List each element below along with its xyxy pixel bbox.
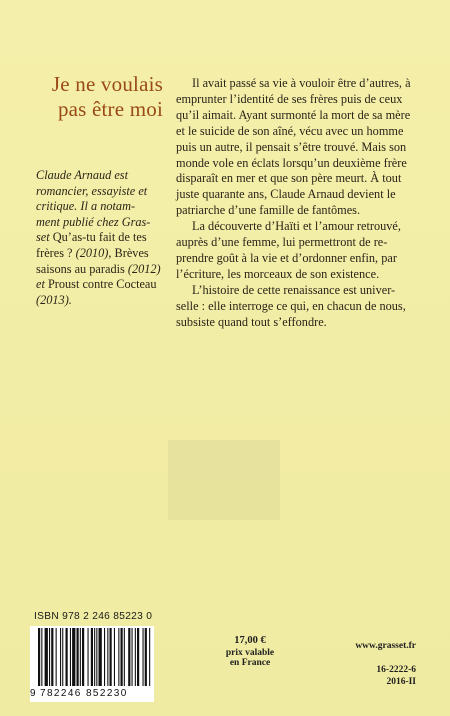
barcode-bar — [114, 628, 115, 686]
bio-line-7: saisons au paradis (2012) — [36, 261, 161, 276]
barcode-bar — [94, 628, 95, 686]
isbn-label: ISBN 978 2 246 85223 0 — [34, 611, 153, 622]
summary-line-5: puis un autre, il pensait s’être trouvé. Mais son — [176, 139, 407, 154]
price-amount: 17,00 € — [234, 635, 266, 646]
bio-line-9: (2013). — [36, 292, 72, 307]
barcode-bar — [62, 628, 63, 686]
book-summary — [176, 76, 412, 331]
barcode-bar — [121, 628, 123, 686]
summary-line-10: La découverte d’Haïti et l’amour retrouvé, — [192, 219, 401, 234]
barcode-bar — [107, 628, 108, 686]
publisher-code: 16-2222-6 — [376, 665, 416, 675]
title-line-1: Je ne voulais — [51, 72, 163, 96]
barcode-bar — [132, 628, 133, 686]
barcode-bar — [118, 628, 119, 686]
barcode-bar — [41, 628, 42, 686]
barcode-bar — [91, 628, 93, 686]
barcode-bar — [77, 628, 79, 686]
bio-line-5: set Qu’as-tu fait de tes — [36, 230, 147, 245]
barcode-bar — [124, 628, 125, 686]
barcode-bar — [110, 628, 112, 686]
bio-line-1: Claude Arnaud est — [36, 168, 128, 182]
book-title — [52, 72, 163, 122]
bio-line-3: critique. Il a notam- — [36, 199, 136, 214]
summary-line-2: emprunter l’identité de ses frères puis de ceux — [176, 91, 403, 106]
summary-line-11: auprès d’une femme, lui permettront de re- — [176, 235, 388, 250]
barcode-bar — [96, 628, 97, 686]
bio-line-4: ment publié chez Gras- — [36, 214, 151, 229]
barcode-bar — [38, 628, 40, 686]
barcode-bar — [145, 628, 147, 686]
edition-code: 2016-II — [386, 677, 416, 687]
barcode-digits: 782246 852230 — [40, 688, 152, 699]
barcode-bar — [104, 628, 105, 686]
summary-line-6: monde vole en éclats lorsqu’un deuxième frère — [176, 155, 407, 170]
summary-line-8: juste quarante ans, Claude Arnaud devient le — [176, 187, 396, 202]
barcode-bar — [56, 628, 57, 686]
barcode-bar — [60, 628, 61, 686]
barcode-bar — [137, 628, 139, 686]
summary-line-13: l’écriture, les morceaux de son existence. — [176, 266, 380, 281]
barcode-bar — [70, 628, 71, 686]
title-line-2: pas être moi — [57, 97, 163, 121]
barcode-bar — [49, 628, 50, 686]
barcode-bar — [128, 628, 130, 686]
price-valid-line-2: en France — [229, 658, 271, 668]
barcode-bar — [51, 628, 53, 686]
faint-background-image — [168, 440, 280, 520]
publisher-website: www.grasset.fr — [355, 641, 416, 651]
summary-line-14: L’histoire de cette renaissance est univer- — [192, 282, 396, 297]
summary-line-15: selle : elle interroge ce qui, en chacun de nous, — [176, 298, 406, 313]
summary-line-12: prendre goût à la vie et d’ordonner enfin, par — [176, 250, 397, 265]
barcode-bar — [80, 628, 81, 686]
summary-line-16: subsiste quand tout s’effondre. — [176, 314, 327, 329]
publisher-info — [355, 640, 416, 688]
summary-line-7: disparaît en mer et que son père meurt. À tout — [176, 171, 402, 186]
price-block — [210, 636, 290, 669]
barcode-bar — [149, 628, 150, 686]
barcode-bar — [66, 628, 68, 686]
barcode-bar — [72, 628, 75, 686]
summary-line-4: et le suicide de son aîné, vécu avec un homme — [176, 123, 404, 138]
barcode-bar — [135, 628, 136, 686]
price-valid-line-1: prix valable — [225, 647, 275, 658]
barcode-bar — [143, 628, 144, 686]
barcode-bar — [88, 628, 89, 686]
barcode-bar — [82, 628, 84, 686]
summary-line-3: qu’il aimait. Ayant surmonté la mort de sa mère — [176, 107, 411, 122]
bio-line-6: frères ? (2010), Brèves — [36, 245, 149, 260]
bio-line-2: romancier, essayiste et — [36, 183, 148, 198]
bio-line-8: et Proust contre Cocteau — [36, 277, 157, 292]
summary-line-9: patriarche d’une famille de fantômes. — [176, 203, 361, 218]
author-bio — [36, 168, 166, 308]
barcode-bar — [45, 628, 48, 686]
summary-line-1: Il avait passé sa vie à vouloir être d’autres, à — [192, 76, 411, 90]
barcode-bar — [99, 628, 102, 686]
barcode-first-digit: 9 — [30, 688, 36, 699]
